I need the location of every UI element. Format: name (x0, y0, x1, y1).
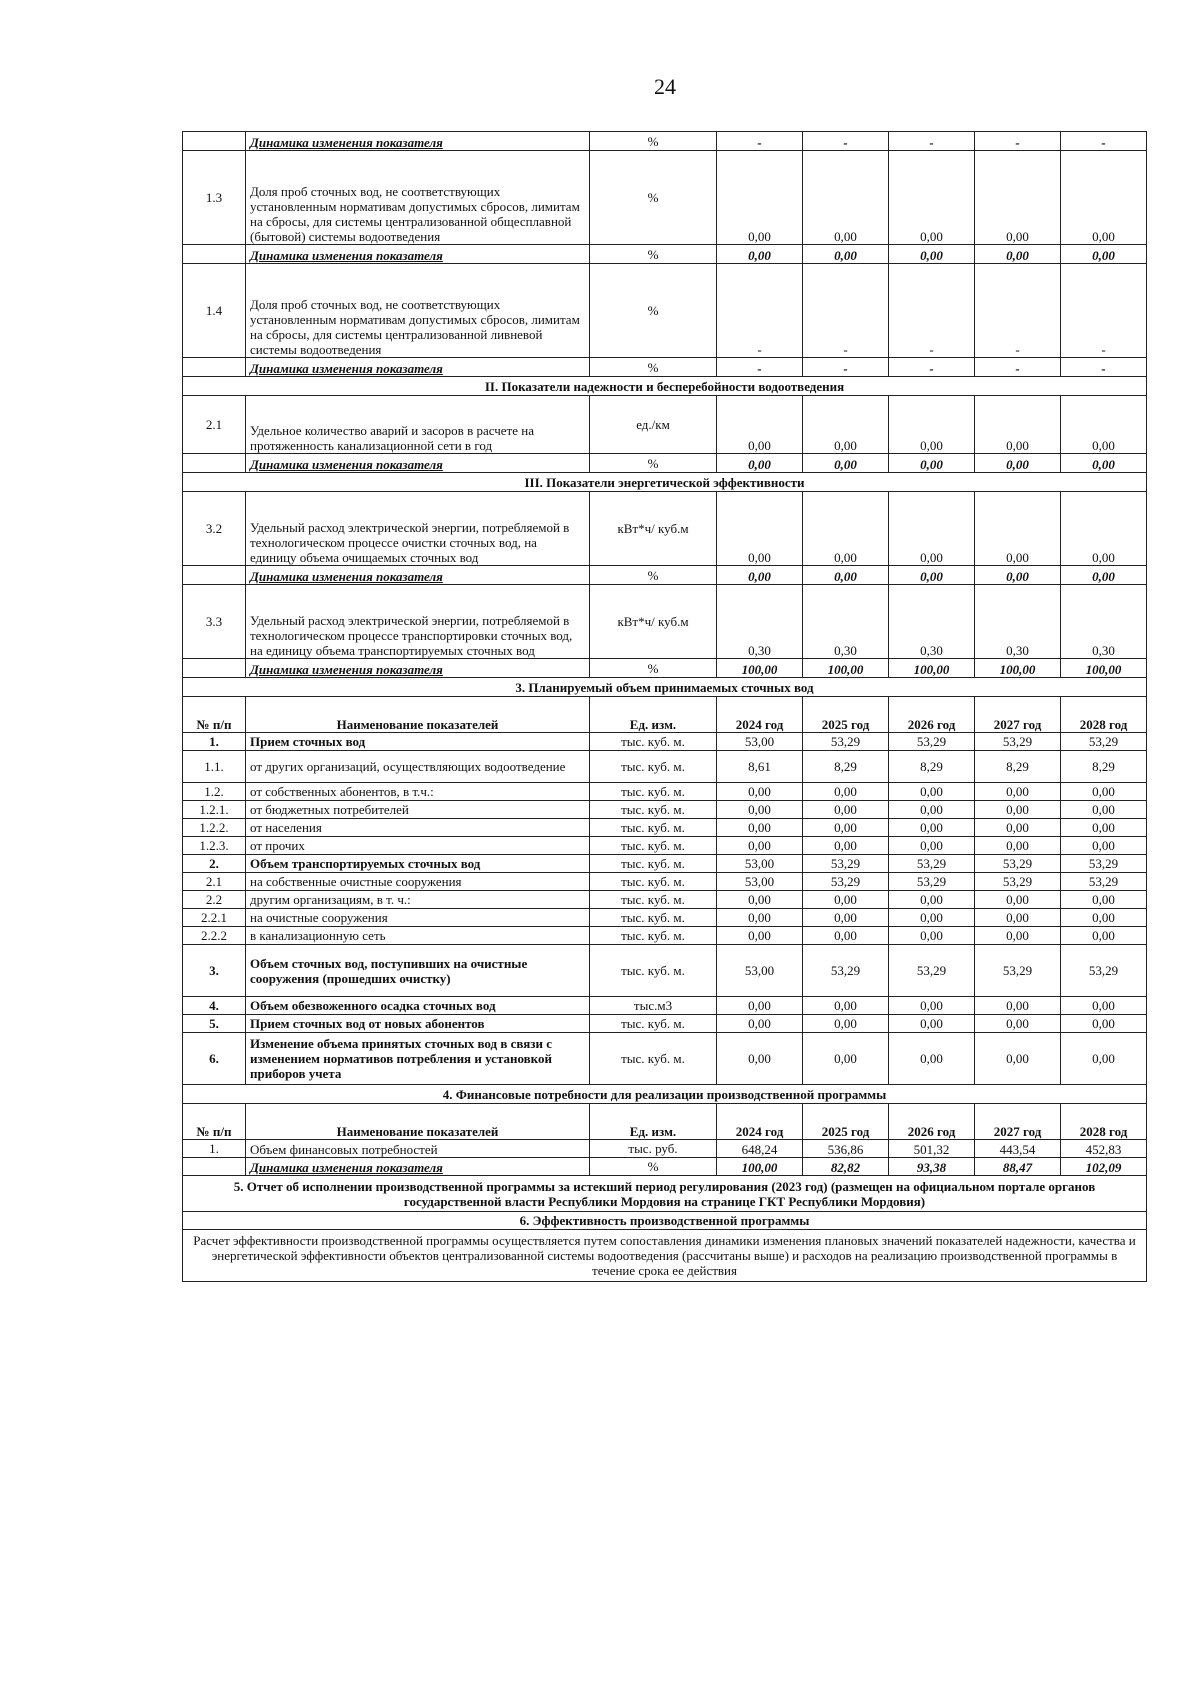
value-cell: 0,00 (803, 396, 889, 454)
value-cell: 53,29 (1061, 733, 1147, 751)
value-cell: 53,29 (975, 873, 1061, 891)
indicator-name: от собственных абонентов, в т.ч.: (246, 783, 590, 801)
value-cell: 53,29 (975, 733, 1061, 751)
value-cell: - (1061, 264, 1147, 358)
value-cell: - (889, 358, 975, 377)
value-cell: 0,00 (803, 909, 889, 927)
dynamics-row (183, 358, 1147, 377)
indicator-row (183, 151, 1147, 245)
unit-cell: % (590, 245, 717, 264)
dynamics-row (183, 245, 1147, 264)
row-number: 4. (183, 997, 246, 1015)
section-header-row (183, 678, 1147, 697)
value-cell: 0,00 (889, 454, 975, 473)
value-cell: 8,29 (1061, 751, 1147, 783)
value-cell: 0,00 (889, 819, 975, 837)
value-cell: 0,00 (803, 1015, 889, 1033)
indicator-name: от прочих (246, 837, 590, 855)
unit-cell: % (590, 358, 717, 377)
indicator-name: Динамика изменения показателя (246, 1158, 590, 1176)
value-cell: 0,00 (975, 837, 1061, 855)
row-number: 1.1. (183, 751, 246, 783)
row-number: 1.4 (183, 264, 246, 358)
row-number: 2.2.2 (183, 927, 246, 945)
unit-cell: тыс. куб. м. (590, 783, 717, 801)
column-header-year: 2028 год (1061, 697, 1147, 733)
value-cell: 0,00 (1061, 245, 1147, 264)
unit-cell: тыс. куб. м. (590, 873, 717, 891)
indicator-name: Динамика изменения показателя (246, 358, 590, 377)
value-cell: 53,00 (717, 855, 803, 873)
section-title: 6. Эффективность производственной программы (183, 1212, 1147, 1230)
value-cell: 0,30 (1061, 585, 1147, 659)
column-header-year: 2027 год (975, 1104, 1061, 1140)
value-cell: 0,30 (889, 585, 975, 659)
value-cell: 53,29 (803, 945, 889, 997)
value-cell: 0,00 (889, 245, 975, 264)
indicator-row (183, 585, 1147, 659)
value-cell: 0,00 (889, 1033, 975, 1085)
indicator-name: Динамика изменения показателя (246, 659, 590, 678)
value-cell: 0,00 (1061, 1033, 1147, 1085)
unit-cell: тыс. куб. м. (590, 909, 717, 927)
value-cell: 452,83 (1061, 1140, 1147, 1158)
column-header-year: 2027 год (975, 697, 1061, 733)
unit-cell: кВт*ч/ куб.м (590, 492, 717, 566)
column-header-unit: Ед. изм. (590, 697, 717, 733)
column-header-unit: Ед. изм. (590, 1104, 717, 1140)
efficiency-text-row (183, 1230, 1147, 1282)
value-cell: 0,00 (803, 1033, 889, 1085)
unit-cell: % (590, 264, 717, 358)
value-cell: 0,00 (975, 245, 1061, 264)
value-cell: - (1061, 132, 1147, 151)
value-cell: 0,00 (889, 891, 975, 909)
row-number: 1.2.3. (183, 837, 246, 855)
value-cell: 0,00 (1061, 1015, 1147, 1033)
page-number: 24 (654, 74, 676, 99)
value-cell: 0,00 (717, 566, 803, 585)
indicator-name: Доля проб сточных вод, не соответствующих установленным нормативам допустимых сбросов, лимитам на сбросы, для системы централизованной ливневой системы водоотведения (246, 264, 590, 358)
value-cell: - (889, 264, 975, 358)
row-number: 3. (183, 945, 246, 997)
column-header-year: 2026 год (889, 1104, 975, 1140)
value-cell: 0,00 (803, 566, 889, 585)
volume-header-row (183, 697, 1147, 733)
volume-row (183, 819, 1147, 837)
value-cell: 53,00 (717, 733, 803, 751)
indicator-name: Динамика изменения показателя (246, 132, 590, 151)
value-cell: 0,00 (803, 492, 889, 566)
volume-row (183, 837, 1147, 855)
indicator-name: Прием сточных вод от новых абонентов (246, 1015, 590, 1033)
value-cell: 0,00 (1061, 396, 1147, 454)
unit-cell: % (590, 454, 717, 473)
value-cell: - (803, 132, 889, 151)
value-cell: 0,00 (803, 454, 889, 473)
volume-row (183, 751, 1147, 783)
value-cell: 648,24 (717, 1140, 803, 1158)
indicator-row (183, 492, 1147, 566)
unit-cell: % (590, 1158, 717, 1176)
volume-row (183, 1015, 1147, 1033)
section-header-row (183, 1212, 1147, 1230)
volume-row (183, 783, 1147, 801)
value-cell: 0,00 (975, 801, 1061, 819)
value-cell: 0,00 (889, 909, 975, 927)
value-cell: 0,00 (975, 783, 1061, 801)
value-cell: 0,00 (717, 909, 803, 927)
value-cell: 501,32 (889, 1140, 975, 1158)
value-cell: 53,29 (803, 733, 889, 751)
unit-cell: тыс. куб. м. (590, 927, 717, 945)
value-cell: 8,29 (889, 751, 975, 783)
unit-cell: тыс. куб. м. (590, 855, 717, 873)
row-number: 1. (183, 733, 246, 751)
report-section-title: 5. Отчет об исполнении производственной программы за истекший период регулирования (2023 год) (размещен на официальном портале органов государственной власти Республики Мордовия на странице ГКТ Республики Мордовия) (183, 1176, 1147, 1212)
value-cell: 0,00 (1061, 891, 1147, 909)
value-cell: 0,00 (803, 891, 889, 909)
row-number (183, 566, 246, 585)
row-number (183, 132, 246, 151)
value-cell: 93,38 (889, 1158, 975, 1176)
indicator-name: Объем обезвоженного осадка сточных вод (246, 997, 590, 1015)
value-cell: 100,00 (889, 659, 975, 678)
value-cell: 0,00 (1061, 819, 1147, 837)
value-cell: 0,00 (975, 909, 1061, 927)
column-header-num: № п/п (183, 697, 246, 733)
value-cell: 8,29 (975, 751, 1061, 783)
value-cell: - (1061, 358, 1147, 377)
column-header-name: Наименование показателей (246, 697, 590, 733)
value-cell: 0,00 (717, 1033, 803, 1085)
value-cell: 53,29 (975, 855, 1061, 873)
value-cell: 0,00 (889, 151, 975, 245)
unit-cell: % (590, 151, 717, 245)
indicator-name: Удельное количество аварий и засоров в расчете на протяженность канализационной сети в год (246, 396, 590, 454)
dynamics-row (183, 454, 1147, 473)
value-cell: 0,00 (975, 454, 1061, 473)
value-cell: 0,00 (717, 783, 803, 801)
value-cell: 0,00 (717, 245, 803, 264)
value-cell: 53,00 (717, 945, 803, 997)
value-cell: 0,00 (717, 819, 803, 837)
indicator-name: от бюджетных потребителей (246, 801, 590, 819)
value-cell: 0,00 (975, 819, 1061, 837)
volume-row (183, 1033, 1147, 1085)
value-cell: 0,00 (975, 566, 1061, 585)
column-header-name: Наименование показателей (246, 1104, 590, 1140)
value-cell: 0,00 (975, 1033, 1061, 1085)
value-cell: 0,00 (889, 927, 975, 945)
indicator-name: Динамика изменения показателя (246, 245, 590, 264)
indicator-name: Объем сточных вод, поступивших на очистные сооружения (прошедших очистку) (246, 945, 590, 997)
value-cell: 0,00 (975, 891, 1061, 909)
row-number (183, 659, 246, 678)
value-cell: 443,54 (975, 1140, 1061, 1158)
indicator-name: Удельный расход электрической энергии, потребляемой в технологическом процессе транспортировки сточных вод, на единицу объема транспортируемых сточных вод (246, 585, 590, 659)
dynamics-row (183, 566, 1147, 585)
column-header-year: 2028 год (1061, 1104, 1147, 1140)
unit-cell: тыс. куб. м. (590, 819, 717, 837)
indicators-table (182, 131, 1147, 1282)
volume-row (183, 997, 1147, 1015)
unit-cell: тыс. куб. м. (590, 1033, 717, 1085)
value-cell: 0,00 (975, 151, 1061, 245)
value-cell: 0,00 (803, 245, 889, 264)
dynamics-row (183, 132, 1147, 151)
value-cell: 88,47 (975, 1158, 1061, 1176)
indicator-name: Объем транспортируемых сточных вод (246, 855, 590, 873)
value-cell: 0,00 (803, 819, 889, 837)
value-cell: 102,09 (1061, 1158, 1147, 1176)
value-cell: 53,29 (1061, 945, 1147, 997)
unit-cell: тыс. куб. м. (590, 837, 717, 855)
indicator-name: Прием сточных вод (246, 733, 590, 751)
value-cell: 536,86 (803, 1140, 889, 1158)
row-number: 1. (183, 1140, 246, 1158)
value-cell: 0,00 (1061, 997, 1147, 1015)
value-cell: 0,00 (889, 783, 975, 801)
value-cell: - (975, 132, 1061, 151)
value-cell: - (889, 132, 975, 151)
value-cell: 0,00 (717, 492, 803, 566)
value-cell: 100,00 (717, 1158, 803, 1176)
value-cell: 0,00 (1061, 151, 1147, 245)
value-cell: 0,00 (975, 1015, 1061, 1033)
dynamics-row (183, 659, 1147, 678)
indicator-name: Объем финансовых потребностей (246, 1140, 590, 1158)
value-cell: - (803, 358, 889, 377)
volume-row (183, 945, 1147, 997)
value-cell: - (717, 358, 803, 377)
unit-cell: % (590, 659, 717, 678)
row-number: 2.1 (183, 873, 246, 891)
value-cell: 53,29 (803, 873, 889, 891)
section-header-row (183, 473, 1147, 492)
column-header-year: 2025 год (803, 697, 889, 733)
section-title: 4. Финансовые потребности для реализации производственной программы (183, 1085, 1147, 1104)
value-cell: - (803, 264, 889, 358)
value-cell: 100,00 (1061, 659, 1147, 678)
row-number: 6. (183, 1033, 246, 1085)
unit-cell: % (590, 132, 717, 151)
unit-cell: тыс. куб. м. (590, 751, 717, 783)
finance-row (183, 1140, 1147, 1158)
row-number (183, 454, 246, 473)
indicator-row (183, 396, 1147, 454)
unit-cell: тыс. куб. м. (590, 733, 717, 751)
value-cell: 53,29 (975, 945, 1061, 997)
row-number: 3.3 (183, 585, 246, 659)
value-cell: 0,00 (717, 801, 803, 819)
value-cell: 0,00 (717, 151, 803, 245)
row-number: 1.2.1. (183, 801, 246, 819)
volume-row (183, 927, 1147, 945)
value-cell: 53,29 (889, 855, 975, 873)
value-cell: 0,00 (803, 801, 889, 819)
column-header-year: 2024 год (717, 1104, 803, 1140)
value-cell: 8,29 (803, 751, 889, 783)
value-cell: 0,00 (717, 891, 803, 909)
row-number: 2. (183, 855, 246, 873)
value-cell: - (717, 132, 803, 151)
unit-cell: тыс. куб. м. (590, 801, 717, 819)
indicator-name: от населения (246, 819, 590, 837)
value-cell: 0,00 (1061, 927, 1147, 945)
value-cell: 0,00 (1061, 801, 1147, 819)
value-cell: 0,00 (803, 837, 889, 855)
section-title: II. Показатели надежности и бесперебойности водоотведения (183, 377, 1147, 396)
value-cell: 53,00 (717, 873, 803, 891)
volume-row (183, 801, 1147, 819)
value-cell: 0,00 (975, 396, 1061, 454)
unit-cell: ед./км (590, 396, 717, 454)
indicator-name: Удельный расход электрической энергии, потребляемой в технологическом процессе очистки сточных вод, на единицу объема очищаемых сточных вод (246, 492, 590, 566)
volume-row (183, 909, 1147, 927)
volume-row (183, 855, 1147, 873)
row-number: 1.2.2. (183, 819, 246, 837)
volume-row (183, 873, 1147, 891)
indicator-row (183, 264, 1147, 358)
value-cell: 0,00 (717, 454, 803, 473)
value-cell: 53,29 (1061, 855, 1147, 873)
unit-cell: тыс. куб. м. (590, 891, 717, 909)
value-cell: 53,29 (889, 733, 975, 751)
value-cell: 8,61 (717, 751, 803, 783)
indicator-name: другим организациям, в т. ч.: (246, 891, 590, 909)
section-header-row (183, 377, 1147, 396)
indicator-name: Изменение объема принятых сточных вод в связи с изменением нормативов потребления и установкой приборов учета (246, 1033, 590, 1085)
value-cell: 0,00 (717, 396, 803, 454)
indicator-name: на очистные сооружения (246, 909, 590, 927)
row-number: 1.3 (183, 151, 246, 245)
row-number: 2.2 (183, 891, 246, 909)
column-header-year: 2025 год (803, 1104, 889, 1140)
value-cell: 53,29 (803, 855, 889, 873)
value-cell: 0,00 (803, 927, 889, 945)
row-number (183, 358, 246, 377)
unit-cell: тыс. руб. (590, 1140, 717, 1158)
dynamics-row (183, 1158, 1147, 1176)
row-number (183, 245, 246, 264)
column-header-year: 2024 год (717, 697, 803, 733)
value-cell: 0,00 (975, 927, 1061, 945)
efficiency-text: Расчет эффективности производственной программы осуществляется путем сопоставления динамики изменения плановых значений показателей надежности, качества и энергетической эффективности объектов централизованной системы водоотведения (рассчитаны выше) и расходов на реализацию производственной программы в течение срока ее действия (183, 1230, 1147, 1282)
report-row (183, 1176, 1147, 1212)
value-cell: 0,00 (1061, 783, 1147, 801)
value-cell: 0,00 (889, 997, 975, 1015)
value-cell: 53,29 (889, 873, 975, 891)
indicator-name: Динамика изменения показателя (246, 566, 590, 585)
unit-cell: тыс. куб. м. (590, 1015, 717, 1033)
row-number: 3.2 (183, 492, 246, 566)
value-cell: 0,00 (889, 1015, 975, 1033)
row-number: 2.1 (183, 396, 246, 454)
value-cell: 0,00 (803, 997, 889, 1015)
unit-cell: % (590, 566, 717, 585)
value-cell: 82,82 (803, 1158, 889, 1176)
value-cell: 0,00 (803, 783, 889, 801)
value-cell: 0,00 (889, 566, 975, 585)
value-cell: 100,00 (803, 659, 889, 678)
value-cell: - (975, 264, 1061, 358)
document-table-container (182, 131, 1146, 1282)
value-cell: 0,30 (975, 585, 1061, 659)
value-cell: 0,30 (717, 585, 803, 659)
value-cell: 0,00 (717, 1015, 803, 1033)
value-cell: 0,30 (803, 585, 889, 659)
volume-row (183, 891, 1147, 909)
row-number (183, 1158, 246, 1176)
row-number: 1.2. (183, 783, 246, 801)
value-cell: 0,00 (1061, 566, 1147, 585)
value-cell: 0,00 (717, 997, 803, 1015)
indicator-name: от других организаций, осуществляющих водоотведение (246, 751, 590, 783)
value-cell: 0,00 (717, 837, 803, 855)
value-cell: 0,00 (975, 492, 1061, 566)
row-number: 2.2.1 (183, 909, 246, 927)
value-cell: 0,00 (889, 801, 975, 819)
value-cell: 0,00 (889, 396, 975, 454)
value-cell: 100,00 (717, 659, 803, 678)
value-cell: 100,00 (975, 659, 1061, 678)
value-cell: - (717, 264, 803, 358)
value-cell: 0,00 (717, 927, 803, 945)
value-cell: 53,29 (1061, 873, 1147, 891)
row-number: 5. (183, 1015, 246, 1033)
indicator-name: Доля проб сточных вод, не соответствующих установленным нормативам допустимых сбросов, лимитам на сбросы, для системы централизованной общесплавной (бытовой) системы водоотведения (246, 151, 590, 245)
volume-row (183, 733, 1147, 751)
indicator-name: на собственные очистные сооружения (246, 873, 590, 891)
value-cell: 0,00 (889, 492, 975, 566)
unit-cell: тыс. куб. м. (590, 945, 717, 997)
column-header-year: 2026 год (889, 697, 975, 733)
finance-header-row (183, 1104, 1147, 1140)
value-cell: 0,00 (1061, 909, 1147, 927)
value-cell: 0,00 (1061, 492, 1147, 566)
section-title: III. Показатели энергетической эффективности (183, 473, 1147, 492)
section-title: 3. Планируемый объем принимаемых сточных вод (183, 678, 1147, 697)
section-header-row (183, 1085, 1147, 1104)
value-cell: 0,00 (1061, 454, 1147, 473)
unit-cell: тыс.м3 (590, 997, 717, 1015)
value-cell: - (975, 358, 1061, 377)
value-cell: 0,00 (803, 151, 889, 245)
indicator-name: в канализационную сеть (246, 927, 590, 945)
indicator-name: Динамика изменения показателя (246, 454, 590, 473)
value-cell: 0,00 (1061, 837, 1147, 855)
column-header-num: № п/п (183, 1104, 246, 1140)
value-cell: 0,00 (889, 837, 975, 855)
unit-cell: кВт*ч/ куб.м (590, 585, 717, 659)
value-cell: 0,00 (975, 997, 1061, 1015)
value-cell: 53,29 (889, 945, 975, 997)
